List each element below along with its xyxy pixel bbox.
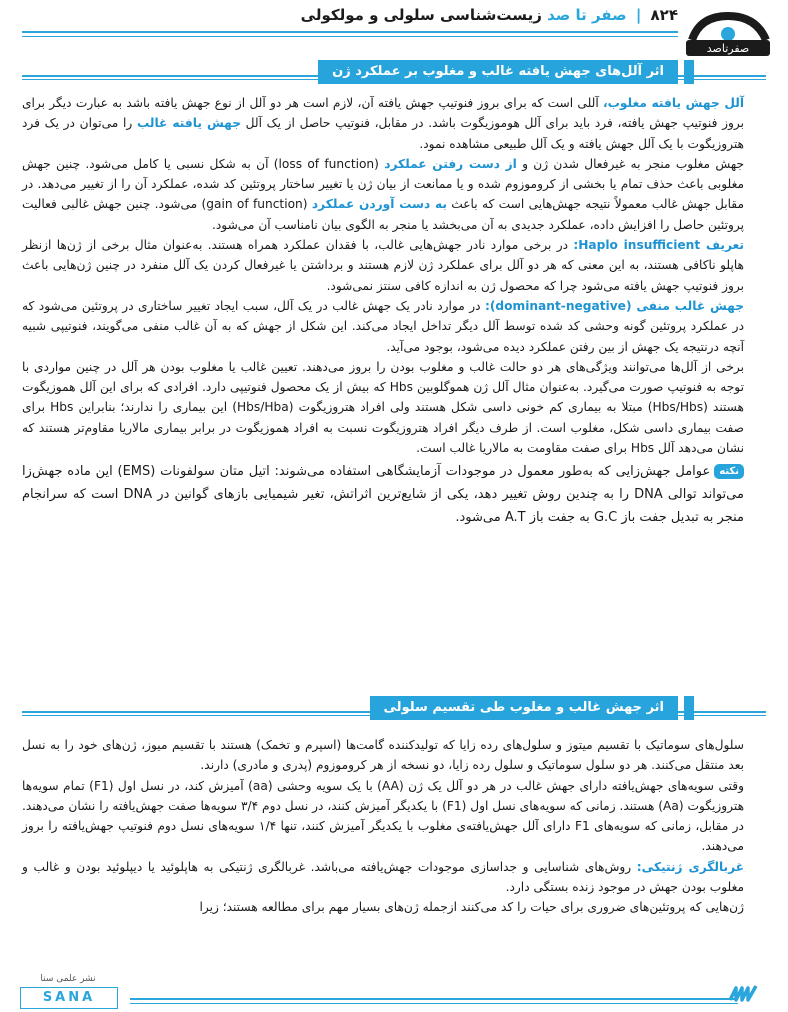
paragraph-screening	[22, 857, 744, 898]
header-title	[301, 6, 678, 24]
paragraph-crosses: وقتی سویه‌های جهش‌یافته دارای جهش غالب در هر دو آلل یک ژن (AA) با یک سویه وحشی (aa) آمیزش کند، در نسل اول (F1) تمام سویه‌ها هتروزیگوت (Aa) هستند. زمانی که سویه‌های نسل اول (F1) با یکدیگر آمیزش کنند، در نسل دوم ۳/۴ سویه‌ها صفت جهش‌یافته را نشان می‌دهند. در مقابل، زمانی که سویه‌های F1 دارای آلل جهش‌یافته‌ی مغلوب با یکدیگر آمیزش کنند، تنها ۱/۴ سویه‌های نسل دوم فنوتیپ جهش‌یافته را بروز می‌دهند.	[22, 778, 745, 854]
section-1-body	[22, 93, 744, 529]
keyword-gain-of-function: به دست آوردن عملکرد	[311, 197, 447, 212]
paragraph-haplo	[22, 235, 744, 296]
keyword-loss-of-function: از دست رفتن عملکرد	[384, 156, 517, 171]
footer-rule	[130, 998, 738, 1000]
paragraph-text: در موارد نادر یک جهش غالب در یک آلل، سبب ایجاد تغییر ساختاری در پروتئین می‌شود که در عملکرد پروتئین گونه وحشی کد شده توسط آلل دیگر تداخل ایجاد می‌کند. این شکل از جهش که به آن غالب منفی می‌گویند، فنوتیپی شبیه آنچه درنتیجه یک جهش از بین رفتن عملکرد دیده می‌شود، بوجود می‌آید.	[22, 298, 744, 354]
paragraph-recessive	[22, 93, 744, 154]
paragraph-text: را می‌توان در یک فرد هتروزیگوت با یک آلل جهش یافته و یک آلل طبیعی مشاهده نمود.	[22, 116, 744, 151]
note-text: عوامل جهش‌زایی که به‌طور معمول در موجودات آزمایشگاهی استفاده می‌شوند: اتیل متان سولفونات (EMS) این ماده جهش‌زا می‌تواند توالی DNA را به چندین روش تغییر دهد، یکی از شایع‌ترین اثراتش، تغیر شیمیایی بازهای گوانین در DNA است که سرانجام منجر به تبدیل جفت باز G.C به جفت باز A.T می‌شود.	[22, 464, 744, 526]
note-badge: نکته	[714, 464, 744, 479]
keyword-recessive-allele: آلل جهش یافته مغلوب،	[602, 96, 744, 110]
banner-tab	[684, 696, 694, 720]
paragraph-text: (loss of function) آن به شکل نسبی یا کامل می‌شود. چنین جهش مغلوبی باعث حذف تمام یا بخشی از کروموزوم شده و یا ممانعت از بیان ژن یا تغییر ساختار پروتئین کد شده، عملکرد آن را از تغییر می‌دهد. در مقابل جهش غالب معمولاً نتیجه جهش‌هایی است که باعث	[22, 156, 744, 212]
series-name: صفر تا صد	[547, 6, 627, 24]
keyword-dominant-allele: جهش یافته غالب	[136, 116, 241, 131]
paragraph-function	[22, 154, 744, 235]
section-heading-2	[22, 696, 766, 722]
page-header	[0, 0, 788, 58]
publisher-wordmark: SANA	[20, 987, 118, 1009]
paragraph-cell-division: سلول‌های سوماتیک با تقسیم میتوز و سلول‌های رده زایا که تولیدکننده گامت‌ها (اسپرم و تخمک) هستند با تقسیم میوز، ژن‌های خود را به نسل بعد منتقل می‌کنند. هر دو سلول سوماتیک و سلول رده زایا، دو نسخه از هر کروموزوم (پدری و مادری) دارند.	[22, 738, 744, 773]
section-title-1: اثر آلل‌های جهش یافته غالب و مغلوب بر عملکرد ژن	[318, 60, 678, 84]
section-heading-1	[22, 60, 766, 86]
paragraph-text: روش‌های شناسایی و جداسازی موجودات جهش‌یافته می‌باشد. غربالگری ژنتیکی به هاپلوئید یا دیپلوئید بودن و غالب و مغلوب بودن جهش در موجود زنده بستگی دارد.	[22, 859, 744, 895]
page-number: ۸۲۴	[650, 6, 678, 24]
series-logo-icon	[682, 10, 774, 58]
logo-text: صفرتاصد	[706, 42, 750, 55]
header-rule-thin	[22, 36, 678, 37]
paragraph-text: (gain of function) می‌شود. چنین جهش غالبی فعالیت پروتئین حاصل را افزایش داده، عملکرد جدیدی به آن می‌بخشد یا منجر به الگوی بیان نامناسب آن می‌شود.	[22, 197, 744, 232]
paragraph-text: در برخی موارد نادر جهش‌هایی غالب، با فقدان عملکرد همراه هستند. به‌عنوان مثال برخی از ژن‌ها ازنظر هاپلو ناکافی هستند، به این معنی که هر دو آلل برای عملکرد ژن لازم هستند و برداشتن یا غیرفعال کردن یک آلل منفرد در چنین ژن‌هایی باعث بروز فنوتیپ جهش یافته می‌شود چرا که محصول ژن به اندازه کافی سنتز نمی‌شود.	[22, 238, 744, 293]
publisher-logo	[18, 974, 128, 1008]
series-mark-icon	[726, 980, 760, 1006]
banner-tab	[684, 60, 694, 84]
header-rule	[22, 31, 678, 33]
section-title-2: اثر جهش غالب و مغلوب طی تقسیم سلولی	[370, 696, 678, 720]
section-2-body	[22, 735, 744, 918]
page-footer	[0, 972, 788, 1012]
paragraph-text: آللی است که برای بروز فنوتیپ جهش یافته آن، لازم است هر دو آلل از نوع جهش یافته باشد به عبارت دیگر برای بروز فنوتیپ جهش یافته، فرد باید برای آلل هوموزیگوت باشد. در مقابل، فنوتیپ حاصل از یک آلل	[22, 96, 744, 131]
paragraph-dominant-negative	[22, 296, 744, 357]
paragraph-essential-genes: ژن‌هایی که پروتئین‌های ضروری برای حیات را کد می‌کنند ازجمله ژن‌های بسیار مهم برای مطالعه هستند؛ زیرا	[199, 900, 744, 915]
paragraph-hbs: برخی از آلل‌ها می‌توانند ویژگی‌های هر دو حالت غالب و مغلوب بودن را بروز می‌دهند. تعیین غالب یا مغلوب بودن هر آلل در چنین مواردی با توجه به فنوتیپ صورت می‌گیرد. به‌عنوان مثال آلل ژن هموگلوبین Hbs که بیش از یک محصول فنوتیپی دارد. افرادی که برای این آلل هموزیگوت هستند (Hbs/Hbs) مبتلا به بیماری کم خونی داسی شکل هستند ولی افراد هتروزیگوت (Hbs/Hba) این بیماری را ندارند؛ بنابراین Hbs برای صفت بیماری داسی شکل، مغلوب است. از طرف دیگر افراد هتروزیگوت نسبت به افراد هموزیگوت در برابر بیماری مالاریا مقاوم‌تر هستند که نشان می‌دهد آلل Hbs برای صفت مقاومت به مالاریا غالب است.	[22, 359, 744, 456]
note-paragraph	[22, 460, 744, 529]
footer-rule-thin	[130, 1003, 738, 1004]
chapter-title: زیست‌شناسی سلولی و مولکولی	[300, 6, 542, 24]
paragraph-text: جهش مغلوب منجر به غیرفعال شدن ژن و	[516, 156, 745, 171]
publisher-name: نشر علمی سنا	[40, 974, 96, 984]
header-separator: |	[635, 6, 642, 24]
keyword-genetic-screening: غربالگری ژنتیکی:	[636, 859, 745, 874]
keyword-dominant-negative: جهش غالب منفی (dominant-negative):	[484, 298, 745, 313]
keyword-haplo-insufficient: تعریف Haplo insufficient:	[573, 238, 745, 253]
